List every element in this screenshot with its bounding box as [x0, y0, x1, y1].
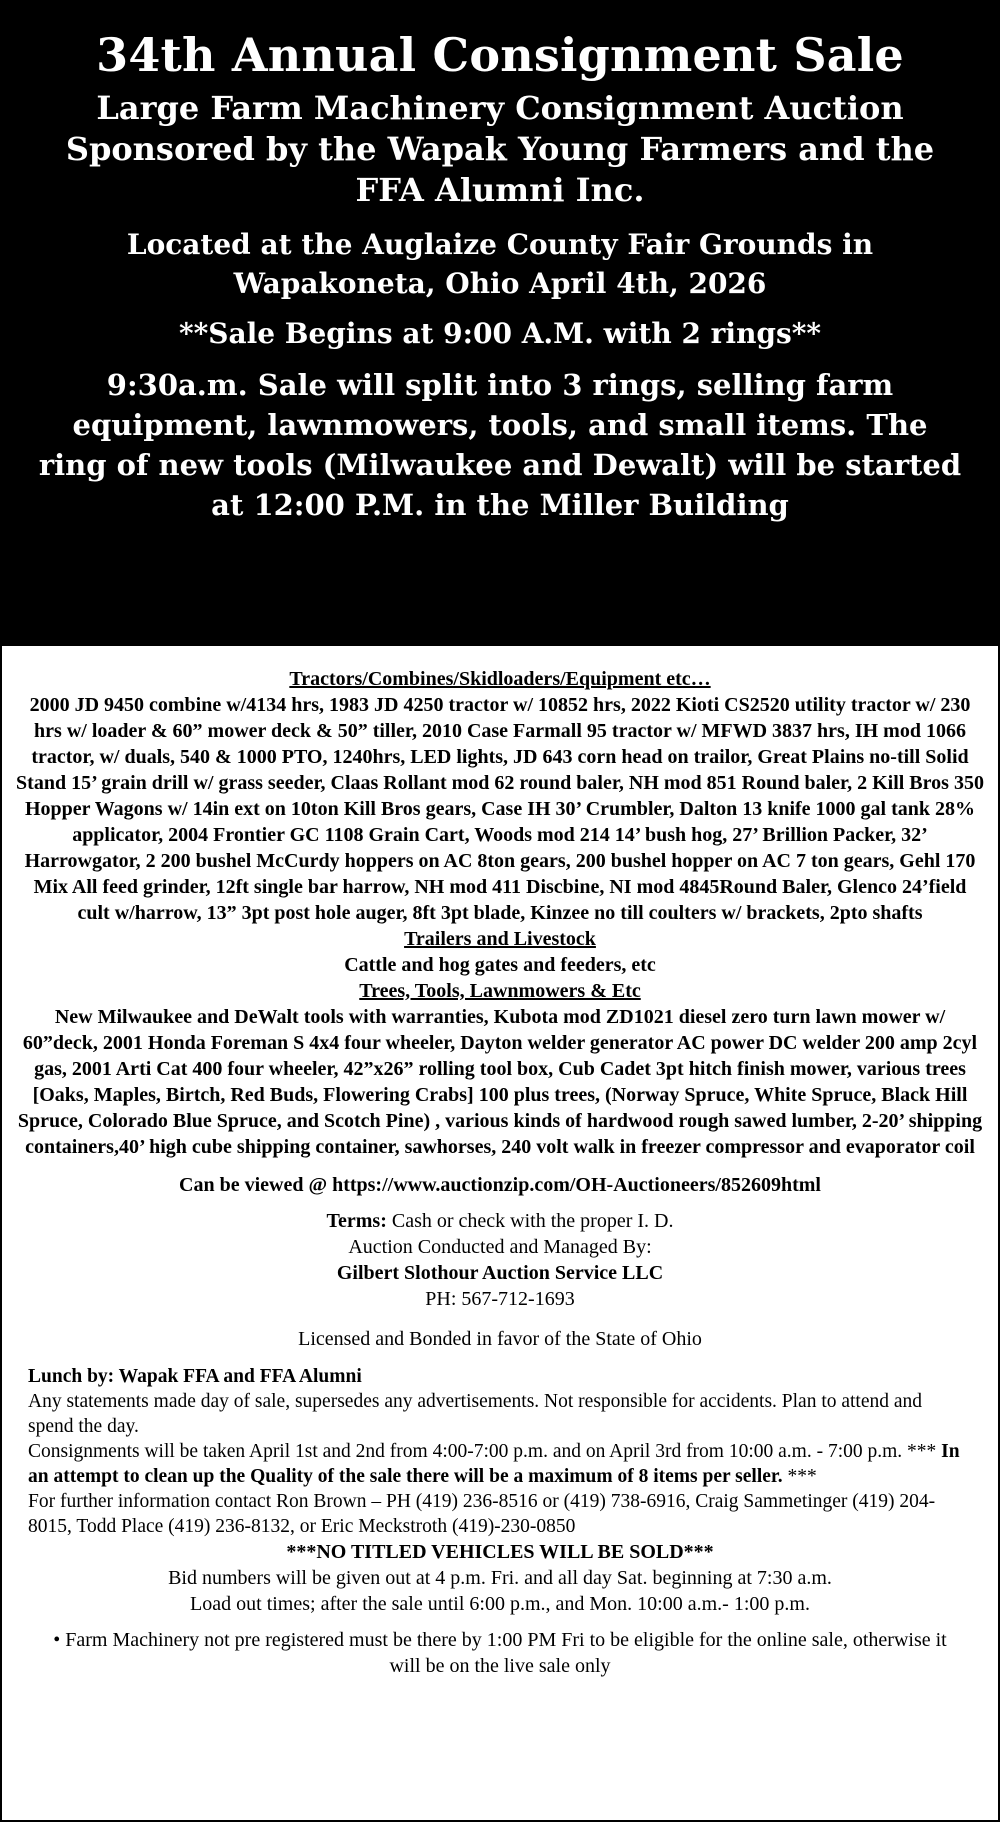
page-title: 34th Annual Consignment Sale	[96, 28, 904, 82]
listing-body	[2, 646, 998, 1679]
consignments-text: Consignments will be taken April 1st and 2nd from 4:00-7:00 p.m. and on April 3rd from 10:00 a.m. - 7:00 p.m. ***	[28, 1441, 942, 1462]
sale-split-info: 9:30a.m. Sale will split into 3 rings, selling farm equipment, lawnmowers, tools, and small items. The ring of new tools (Milwaukee and Dewalt) will be started at 12:00 P.M. in the Miller Building	[38, 368, 962, 522]
contact-info: For further information contact Ron Brown – PH (419) 236-8516 or (419) 738-6916, Craig Sammetinger (419) 204- 8015, Todd Place (419) 236-8132, or Eric Meckstroth (419)-230-0850	[28, 1491, 936, 1537]
sale-subtitle: Large Farm Machinery Consignment Auction Sponsored by the Wapak Young Farmers and the FFA Alumni Inc.	[65, 89, 935, 209]
statements-notice: Any statements made day of sale, supersedes any advertisements. Not responsible for accidents. Plan to attend and spend the day.	[28, 1391, 923, 1437]
terms-line	[16, 1208, 984, 1234]
auction-company-name: Gilbert Slothour Auction Service LLC	[336, 1262, 664, 1284]
section-text-equipment: 2000 JD 9450 combine w/4134 hrs, 1983 JD 4250 tractor w/ 10852 hrs, 2022 Kioti CS2520 utility tractor w/ 230 hrs w/ loader & 60” mower deck & 50” tiller, 2010 Case Farmall 95 tractor w/ MFWD 3837 hrs, IH mod 1066 tractor, w/ duals, 540 & 1000 PTO, 1240hrs, LED lights, JD 643 corn head on trailor, Great Plains no-till Solid Stand 15’ grain drill w/ grass seeder, Claas Rollant mod 62 round baler, NH mod 851 Round baler, 2 Kill Bros 350 Hopper Wagons w/ 14in ext on 10ton Kill Bros gears, Case IH 30’ Crumbler, Dalton 13 knife 1000 gal tank 28% applicator, 2004 Frontier GC 1108 Grain Cart, Woods mod 214 14’ bush hog, 27’ Brillion Packer, 32’ Harrowgator, 2 200 bushel McCurdy hoppers on AC 8ton gears, 200 bushel hopper on AC 7 ton gears, Gehl 170 Mix All feed grinder, 12ft single bar harrow, NH mod 411 Discbine, NI mod 4845Round Baler, Glenco 24’field cult w/harrow, 13” 3pt post hole auger, 8ft 3pt blade, Kinzee no till coulters w/ brackets, 2pto shafts	[16, 694, 984, 924]
section-text-trees-tools: New Milwaukee and DeWalt tools with warranties, Kubota mod ZD1021 diesel zero turn lawn mower w/ 60”deck, 2001 Honda Foreman S 4x4 four wheeler, Dayton welder generator AC power DC welder 200 amp 2cyl gas, 2001 Arti Cat 400 four wheeler, 42”x26” rolling tool box, Cub Cadet 3pt hitch finish mower, various trees [Oaks, Maples, Birtch, Red Buds, Flowering Crabs] 100 plus trees, (Norway Spruce, White Spruce, Black Hill Spruce, Colorado Blue Spruce, and Scotch Pine) , various kinds of hardwood rough sawed lumber, 2-20’ shipping containers,40’ high cube shipping container, sawhorses, 240 volt walk in freezer compressor and evaporator coil	[17, 1006, 983, 1158]
section-heading-equipment: Tractors/Combines/Skidloaders/Equipment etc…	[289, 668, 711, 690]
sale-location: Located at the Auglaize County Fair Grounds in Wapakoneta, Ohio April 4th, 2026	[126, 228, 874, 300]
auction-company	[16, 1260, 984, 1286]
header-banner	[2, 2, 998, 646]
terms-label: Terms:	[326, 1210, 387, 1232]
auction-conducted-by: Auction Conducted and Managed By:	[348, 1236, 652, 1258]
bid-numbers-info: Bid numbers will be given out at 4 p.m. Fri. and all day Sat. beginning at 7:30 a.m.	[168, 1567, 832, 1589]
consignments-info	[28, 1439, 972, 1489]
section-heading-trailers: Trailers and Livestock	[404, 928, 596, 950]
consignments-limit: In an attempt to clean up the Quality of the sale there will be a maximum of 8 items per seller.	[28, 1441, 960, 1487]
licensed-notice: Licensed and Bonded in favor of the State of Ohio	[298, 1328, 702, 1350]
registration-bullet: • Farm Machinery not pre registered must be there by 1:00 PM Fri to be eligible for the online sale, otherwise it will be on the live sale only	[53, 1629, 947, 1677]
section-heading-trees-tools: Trees, Tools, Lawnmowers & Etc	[359, 980, 641, 1002]
load-out-info: Load out times; after the sale until 6:00 p.m., and Mon. 10:00 a.m.- 1:00 p.m.	[190, 1593, 810, 1615]
details-block	[16, 1364, 984, 1539]
auction-phone: PH: 567-712-1693	[425, 1288, 575, 1310]
consignments-tail: ***	[782, 1466, 817, 1487]
section-text-trailers: Cattle and hog gates and feeders, etc	[344, 954, 656, 976]
no-titled-vehicles: ***NO TITLED VEHICLES WILL BE SOLD***	[286, 1541, 714, 1563]
sale-begins: **Sale Begins at 9:00 A.M. with 2 rings**	[178, 317, 822, 350]
view-online-link[interactable]: Can be viewed @ https://www.auctionzip.com/OH-Auctioneers/852609html	[179, 1174, 821, 1196]
terms-text: Cash or check with the proper I. D.	[386, 1210, 674, 1232]
lunch-info: Lunch by: Wapak FFA and FFA Alumni	[28, 1366, 362, 1387]
